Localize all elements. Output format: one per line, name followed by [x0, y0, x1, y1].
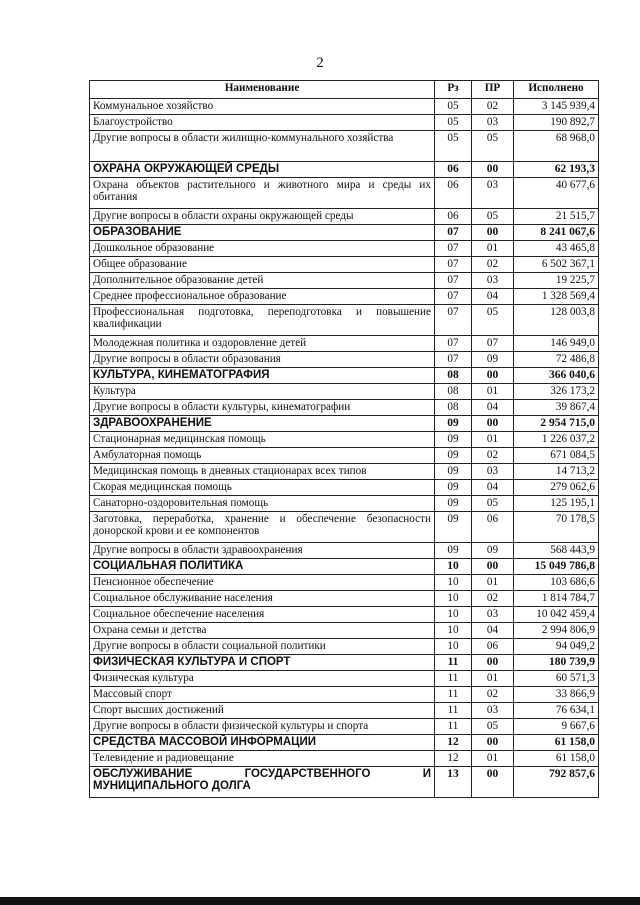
row-name: Социальное обеспечение населения	[90, 607, 435, 623]
table-row	[90, 687, 599, 703]
row-name: Физическая культура	[90, 671, 435, 687]
row-value: 21 515,7	[514, 209, 599, 225]
table-row	[90, 352, 599, 368]
row-rz: 07	[435, 273, 472, 289]
row-name: ЗДРАВООХРАНЕНИЕ	[90, 416, 435, 432]
table-row	[90, 623, 599, 639]
row-value: 125 195,1	[514, 496, 599, 512]
row-name: Профессиональная подготовка, переподготовка и повышение квалификации	[90, 305, 435, 336]
row-value: 2 994 806,9	[514, 623, 599, 639]
table-row	[90, 448, 599, 464]
section-row	[90, 655, 599, 671]
table-row	[90, 99, 599, 115]
row-value: 39 867,4	[514, 400, 599, 416]
row-pr: 00	[472, 225, 514, 241]
row-value: 568 443,9	[514, 543, 599, 559]
row-pr: 01	[472, 671, 514, 687]
row-pr: 05	[472, 719, 514, 735]
row-pr: 01	[472, 575, 514, 591]
row-rz: 06	[435, 162, 472, 178]
row-value: 671 084,5	[514, 448, 599, 464]
row-rz: 09	[435, 448, 472, 464]
row-name: ОБРАЗОВАНИЕ	[90, 225, 435, 241]
row-pr: 00	[472, 735, 514, 751]
section-row	[90, 416, 599, 432]
scan-edge-bar	[0, 897, 640, 905]
row-pr: 05	[472, 305, 514, 336]
row-rz: 08	[435, 400, 472, 416]
row-name: Пенсионное обеспечение	[90, 575, 435, 591]
row-rz: 07	[435, 225, 472, 241]
row-rz: 11	[435, 719, 472, 735]
row-value: 76 634,1	[514, 703, 599, 719]
row-pr: 06	[472, 512, 514, 543]
row-value: 72 486,8	[514, 352, 599, 368]
table-row	[90, 575, 599, 591]
row-pr: 02	[472, 687, 514, 703]
row-pr: 03	[472, 273, 514, 289]
row-pr: 04	[472, 400, 514, 416]
row-name: Молодежная политика и оздоровление детей	[90, 336, 435, 352]
row-pr: 03	[472, 115, 514, 131]
row-rz: 12	[435, 735, 472, 751]
header-executed: Исполнено	[514, 81, 599, 99]
row-rz: 10	[435, 607, 472, 623]
row-value: 9 667,6	[514, 719, 599, 735]
row-pr: 01	[472, 241, 514, 257]
row-name: Амбулаторная помощь	[90, 448, 435, 464]
row-name: Общее образование	[90, 257, 435, 273]
row-rz: 11	[435, 703, 472, 719]
row-name: ОБСЛУЖИВАНИЕ ГОСУДАРСТВЕННОГО И МУНИЦИПАЛЬНОГО ДОЛГА	[90, 767, 435, 798]
row-name: Охрана объектов растительного и животного мира и среды их обитания	[90, 178, 435, 209]
row-name: Дополнительное образование детей	[90, 273, 435, 289]
row-value: 180 739,9	[514, 655, 599, 671]
row-name: Другие вопросы в области образования	[90, 352, 435, 368]
row-name: Другие вопросы в области физической культуры и спорта	[90, 719, 435, 735]
table-row	[90, 305, 599, 336]
row-name: Благоустройство	[90, 115, 435, 131]
row-rz: 09	[435, 464, 472, 480]
row-rz: 05	[435, 131, 472, 162]
row-rz: 09	[435, 432, 472, 448]
row-pr: 09	[472, 543, 514, 559]
row-value: 366 040,6	[514, 368, 599, 384]
row-pr: 09	[472, 352, 514, 368]
row-rz: 05	[435, 115, 472, 131]
row-pr: 02	[472, 448, 514, 464]
row-rz: 06	[435, 209, 472, 225]
row-pr: 02	[472, 99, 514, 115]
row-name: Другие вопросы в области социальной политики	[90, 639, 435, 655]
row-value: 6 502 367,1	[514, 257, 599, 273]
row-rz: 07	[435, 241, 472, 257]
row-pr: 02	[472, 591, 514, 607]
row-pr: 05	[472, 496, 514, 512]
section-row	[90, 767, 599, 798]
row-pr: 00	[472, 655, 514, 671]
row-value: 1 814 784,7	[514, 591, 599, 607]
row-name: Санаторно-оздоровительная помощь	[90, 496, 435, 512]
row-rz: 11	[435, 671, 472, 687]
row-name: Массовый спорт	[90, 687, 435, 703]
row-rz: 07	[435, 352, 472, 368]
table-row	[90, 591, 599, 607]
row-pr: 07	[472, 336, 514, 352]
row-rz: 07	[435, 257, 472, 273]
table-row	[90, 464, 599, 480]
row-name: Спорт высших достижений	[90, 703, 435, 719]
table-row	[90, 639, 599, 655]
row-value: 70 178,5	[514, 512, 599, 543]
row-name: Другие вопросы в области здравоохранения	[90, 543, 435, 559]
section-row	[90, 225, 599, 241]
table-row	[90, 671, 599, 687]
row-name: КУЛЬТУРА, КИНЕМАТОГРАФИЯ	[90, 368, 435, 384]
table-row	[90, 751, 599, 767]
row-pr: 04	[472, 289, 514, 305]
page-number: 2	[316, 55, 324, 71]
row-rz: 07	[435, 336, 472, 352]
row-pr: 05	[472, 209, 514, 225]
row-pr: 04	[472, 623, 514, 639]
row-pr: 02	[472, 257, 514, 273]
budget-table	[89, 80, 599, 798]
row-rz: 10	[435, 575, 472, 591]
row-value: 40 677,6	[514, 178, 599, 209]
section-row	[90, 735, 599, 751]
row-pr: 00	[472, 559, 514, 575]
row-value: 1 328 569,4	[514, 289, 599, 305]
table-row	[90, 384, 599, 400]
row-value: 43 465,8	[514, 241, 599, 257]
row-value: 15 049 786,8	[514, 559, 599, 575]
row-name: СРЕДСТВА МАССОВОЙ ИНФОРМАЦИИ	[90, 735, 435, 751]
row-pr: 01	[472, 384, 514, 400]
row-rz: 10	[435, 623, 472, 639]
row-value: 60 571,3	[514, 671, 599, 687]
row-value: 94 049,2	[514, 639, 599, 655]
table-row	[90, 131, 599, 162]
row-pr: 00	[472, 767, 514, 798]
table-row	[90, 273, 599, 289]
row-name: Среднее профессиональное образование	[90, 289, 435, 305]
row-name: Другие вопросы в области культуры, кинематографии	[90, 400, 435, 416]
row-rz: 12	[435, 751, 472, 767]
row-pr: 03	[472, 703, 514, 719]
table-row	[90, 719, 599, 735]
row-rz: 07	[435, 305, 472, 336]
row-pr: 03	[472, 178, 514, 209]
table-row	[90, 496, 599, 512]
row-value: 61 158,0	[514, 751, 599, 767]
row-name: Культура	[90, 384, 435, 400]
row-rz: 05	[435, 99, 472, 115]
table-row	[90, 209, 599, 225]
row-name: Охрана семьи и детства	[90, 623, 435, 639]
row-rz: 13	[435, 767, 472, 798]
section-row	[90, 368, 599, 384]
row-name: ФИЗИЧЕСКАЯ КУЛЬТУРА И СПОРТ	[90, 655, 435, 671]
row-name: Медицинская помощь в дневных стационарах всех типов	[90, 464, 435, 480]
row-name: Другие вопросы в области охраны окружающей среды	[90, 209, 435, 225]
row-rz: 09	[435, 512, 472, 543]
row-rz: 11	[435, 655, 472, 671]
row-value: 10 042 459,4	[514, 607, 599, 623]
row-name: Другие вопросы в области жилищно-коммунального хозяйства	[90, 131, 435, 162]
row-pr: 00	[472, 368, 514, 384]
table-row	[90, 241, 599, 257]
table-row	[90, 178, 599, 209]
row-rz: 07	[435, 289, 472, 305]
table-row	[90, 257, 599, 273]
row-value: 19 225,7	[514, 273, 599, 289]
row-pr: 01	[472, 432, 514, 448]
row-value: 146 949,0	[514, 336, 599, 352]
section-row	[90, 559, 599, 575]
row-rz: 10	[435, 639, 472, 655]
row-name: Стационарная медицинская помощь	[90, 432, 435, 448]
table-row	[90, 512, 599, 543]
table-row	[90, 703, 599, 719]
row-value: 68 968,0	[514, 131, 599, 162]
row-value: 279 062,6	[514, 480, 599, 496]
row-value: 61 158,0	[514, 735, 599, 751]
table-header-row	[90, 81, 599, 99]
table-row	[90, 336, 599, 352]
section-row	[90, 162, 599, 178]
row-pr: 00	[472, 416, 514, 432]
row-pr: 01	[472, 751, 514, 767]
row-value: 8 241 067,6	[514, 225, 599, 241]
row-name: Дошкольное образование	[90, 241, 435, 257]
row-value: 103 686,6	[514, 575, 599, 591]
table-row	[90, 543, 599, 559]
row-name: Социальное обслуживание населения	[90, 591, 435, 607]
row-pr: 06	[472, 639, 514, 655]
row-rz: 11	[435, 687, 472, 703]
row-value: 190 892,7	[514, 115, 599, 131]
row-pr: 03	[472, 464, 514, 480]
row-pr: 05	[472, 131, 514, 162]
row-rz: 09	[435, 416, 472, 432]
table-row	[90, 607, 599, 623]
row-value: 326 173,2	[514, 384, 599, 400]
row-value: 14 713,2	[514, 464, 599, 480]
table-row	[90, 115, 599, 131]
table-row	[90, 480, 599, 496]
row-value: 1 226 037,2	[514, 432, 599, 448]
row-rz: 09	[435, 543, 472, 559]
row-rz: 09	[435, 496, 472, 512]
row-name: Заготовка, переработка, хранение и обеспечение безопасности донорской крови и ее компонентов	[90, 512, 435, 543]
row-value: 62 193,3	[514, 162, 599, 178]
header-name: Наименование	[90, 81, 435, 99]
row-rz: 10	[435, 591, 472, 607]
row-pr: 00	[472, 162, 514, 178]
row-value: 3 145 939,4	[514, 99, 599, 115]
row-name: Скорая медицинская помощь	[90, 480, 435, 496]
row-value: 792 857,6	[514, 767, 599, 798]
row-rz: 08	[435, 384, 472, 400]
row-rz: 09	[435, 480, 472, 496]
table-body	[90, 99, 599, 798]
row-rz: 10	[435, 559, 472, 575]
row-pr: 03	[472, 607, 514, 623]
row-pr: 04	[472, 480, 514, 496]
row-name: Коммунальное хозяйство	[90, 99, 435, 115]
row-value: 2 954 715,0	[514, 416, 599, 432]
row-name: Телевидение и радиовещание	[90, 751, 435, 767]
row-name: СОЦИАЛЬНАЯ ПОЛИТИКА	[90, 559, 435, 575]
table-row	[90, 289, 599, 305]
table-row	[90, 400, 599, 416]
header-rz: Рз	[435, 81, 472, 99]
row-value: 33 866,9	[514, 687, 599, 703]
row-name: ОХРАНА ОКРУЖАЮЩЕЙ СРЕДЫ	[90, 162, 435, 178]
row-rz: 08	[435, 368, 472, 384]
table-row	[90, 432, 599, 448]
row-rz: 06	[435, 178, 472, 209]
row-value: 128 003,8	[514, 305, 599, 336]
header-pr: ПР	[472, 81, 514, 99]
